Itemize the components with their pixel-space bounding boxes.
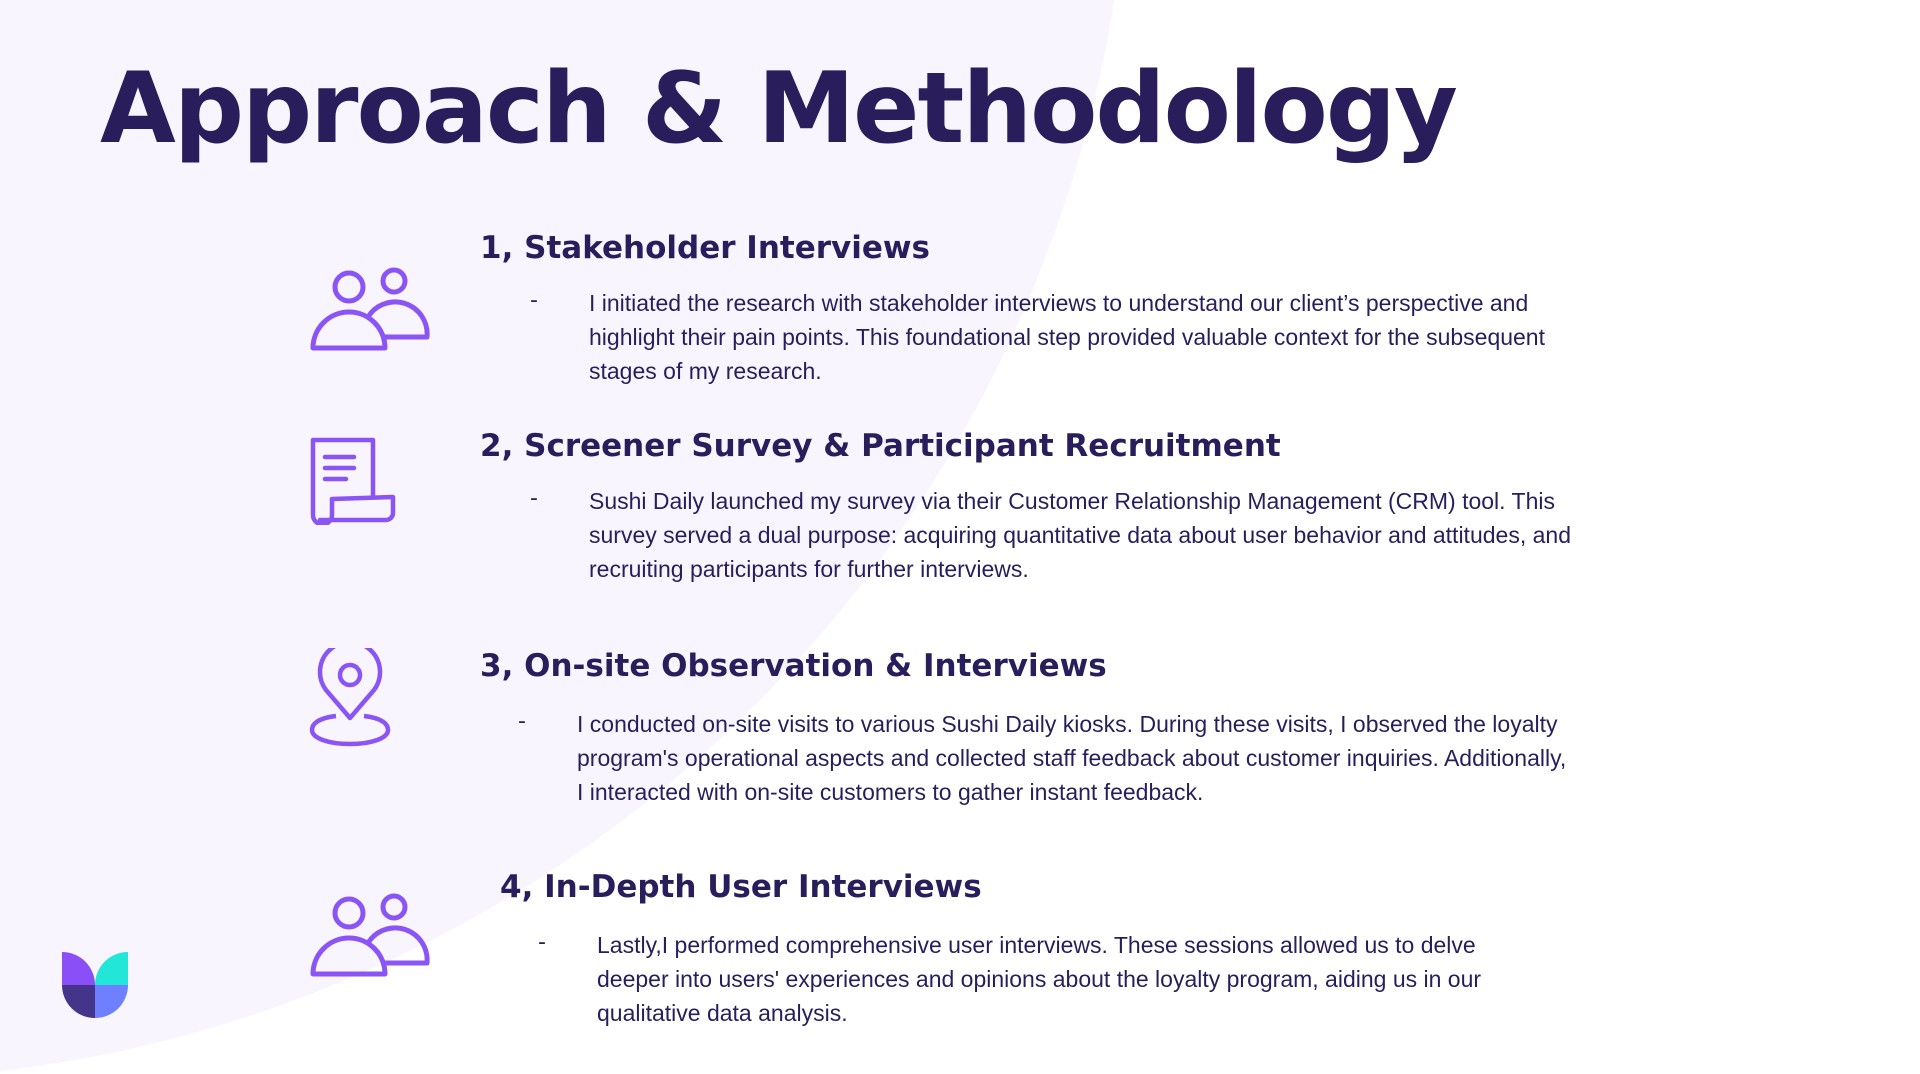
section-body: Lastly,I performed comprehensive user interviews. These sessions allowed us to delve deeper into users' experiences and opinions about the loyalty program, aiding us in our qualitative data analysis. [597, 932, 1482, 1026]
people-icon [310, 265, 430, 353]
section-body: I conducted on-site visits to various Sushi Daily kiosks. During these visits, I observed the loyalty program's operational aspects and collected staff feedback about customer inquiries. Additionally, I interacted with on-site customers to gather instant feedback. [577, 711, 1567, 805]
bullet-dash: - [538, 930, 546, 955]
brand-logo [62, 952, 128, 1018]
section-heading: 1, Stakeholder Interviews [480, 230, 930, 266]
people-icon [310, 891, 430, 979]
section-heading: 3, On-site Observation & Interviews [480, 648, 1107, 684]
section-heading: 2, Screener Survey & Participant Recruitment [480, 428, 1281, 464]
bullet-dash: - [518, 709, 526, 734]
location-pin-icon [308, 648, 392, 748]
section-heading: 4, In-Depth User Interviews [500, 869, 982, 905]
section-body: Sushi Daily launched my survey via their Customer Relationship Management (CRM) tool. This survey served a dual purpose: acquiring quantitative data about user behavior and attitudes, and recruiting participants for further interviews. [589, 488, 1571, 582]
bullet-dash: - [530, 288, 538, 313]
document-scroll-icon [310, 437, 396, 525]
page-title: Approach & Methodology [100, 52, 1456, 166]
section-body: I initiated the research with stakeholder interviews to understand our client’s perspective and highlight their pain points. This foundational step provided valuable context for the subsequent stages of my research. [589, 290, 1545, 384]
bullet-dash: - [530, 486, 538, 511]
